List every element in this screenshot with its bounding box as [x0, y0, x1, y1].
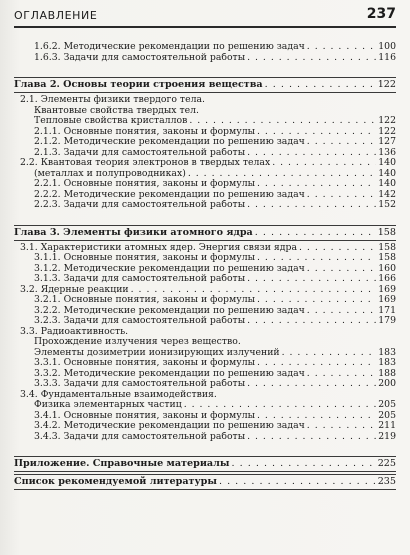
leader-dots: [307, 306, 376, 317]
toc-entry-page: 100: [378, 41, 396, 52]
toc-entry-page: 179: [378, 315, 396, 326]
toc-entry-label: 2.2.2. Методические рекомендации по решению задач: [34, 189, 305, 200]
toc-entry: [14, 358, 396, 369]
toc-entry: [14, 179, 396, 190]
leader-dots: [255, 227, 376, 239]
toc-entry-page: 160: [378, 262, 396, 274]
leader-dots: [265, 79, 376, 91]
leader-dots: [257, 411, 376, 422]
toc-entry-label: 3.2.2. Методические рекомендации по решению задач: [34, 305, 305, 316]
toc-entry-page: 183: [378, 357, 396, 368]
chapter-page: 122: [377, 79, 396, 90]
toc-section-cont: [14, 400, 396, 411]
toc-section-label: 2.2. Квантовая теория электронов в твердых телах: [20, 158, 271, 168]
toc-entry-page: 142: [378, 188, 396, 200]
toc-entry: [14, 42, 396, 53]
leader-dots: [257, 358, 376, 369]
toc-entry-label: 3.3.1. Основные понятия, законы и формулы: [34, 358, 256, 368]
leader-dots: [307, 421, 376, 432]
toc-entry: [14, 306, 396, 317]
toc-entry-label: 3.1.3. Задачи для самостоятельной работы: [34, 274, 246, 284]
toc-entry: [14, 200, 396, 211]
toc-section: [14, 243, 396, 254]
leader-dots: [247, 274, 376, 285]
leader-dots: [232, 458, 376, 470]
toc-chapter: [14, 77, 396, 93]
toc-section: [14, 285, 396, 296]
toc-entry-label: 2.1.2. Методические рекомендации по решению задач: [34, 137, 305, 147]
toc-entry: [14, 190, 396, 201]
toc-entry: [14, 316, 396, 327]
toc-entry-label: 2.2.1. Основные понятия, законы и формулы: [34, 179, 256, 189]
leader-dots: [247, 432, 376, 443]
chapter-page: 158: [377, 226, 396, 238]
toc-entry: [14, 148, 396, 159]
toc-entry-page: 188: [378, 367, 396, 379]
toc-entry-label: 3.1.1. Основные понятия, законы и формулы: [34, 253, 256, 263]
toc-entry-label: 3.2.1. Основные понятия, законы и формулы: [34, 295, 256, 305]
toc-entry-label: 3.3.2. Методические рекомендации по решению задач: [34, 368, 305, 379]
toc-entry-label: 2.2.3. Задачи для самостоятельной работы: [34, 200, 246, 210]
toc-entry-page: 169: [378, 294, 396, 305]
toc-entry-label: 1.6.2. Методические рекомендации по решению задач: [34, 42, 305, 52]
toc-section-cont: [14, 337, 396, 348]
bibliography-label: Список рекомендуемой литературы: [14, 476, 217, 487]
leader-dots: [272, 158, 376, 169]
toc-entry-label: 2.1.3. Задачи для самостоятельной работы: [34, 147, 246, 158]
toc-entry-label: 3.4.1. Основные понятия, законы и формулы: [34, 410, 256, 421]
toc-entry: [14, 253, 396, 264]
toc-entry-label: 3.4.2. Методические рекомендации по решению задач: [34, 421, 305, 431]
toc-entry-label: 3.3.3. Задачи для самостоятельной работы: [34, 379, 246, 389]
leader-dots: [307, 264, 376, 275]
toc-entry-label: 3.2.3. Задачи для самостоятельной работы: [34, 316, 246, 326]
toc-entry: [14, 421, 396, 432]
leader-dots: [307, 137, 376, 148]
toc-entry-page: 127: [378, 136, 396, 147]
toc-entry: [14, 137, 396, 148]
leader-dots: [257, 253, 376, 264]
toc-entry-page: 205: [378, 399, 396, 410]
toc-entry-page: 152: [378, 199, 396, 210]
toc-section: [14, 327, 396, 338]
toc-section: [14, 95, 396, 106]
toc-entry: [14, 127, 396, 138]
toc-section-label: 2.1. Элементы физики твердого тела.: [20, 95, 205, 105]
toc-entry: [14, 369, 396, 380]
toc-entry-label: 2.1.1. Основные понятия, законы и формулы: [34, 126, 256, 137]
leader-dots: [282, 348, 377, 359]
toc-entry-page: 183: [378, 346, 396, 358]
toc-entry-page: 122: [378, 115, 396, 126]
toc-section-label: Тепловые свойства кристаллов: [34, 116, 188, 126]
toc-entry: [14, 274, 396, 285]
toc-chapter: [14, 225, 396, 241]
section-title: ОГЛАВЛЕНИЕ: [14, 9, 98, 22]
toc-section: [14, 390, 396, 401]
toc-section-cont: [14, 348, 396, 359]
toc-entry-page: 200: [378, 378, 396, 389]
toc-entry: [14, 264, 396, 275]
toc-entry-page: 205: [378, 409, 396, 421]
leader-dots: [189, 116, 376, 127]
leader-dots: [307, 190, 376, 201]
leader-dots: [247, 379, 376, 390]
table-of-contents: [14, 42, 396, 492]
appendix-page: 225: [377, 458, 396, 469]
leader-dots: [247, 200, 376, 211]
toc-entry: [14, 379, 396, 390]
toc-entry: [14, 411, 396, 422]
toc-section-label: (металлах и полупроводниках): [34, 168, 186, 179]
leader-dots: [257, 179, 376, 190]
chapter-label: Глава 2. Основы теории строения вещества: [14, 79, 263, 90]
toc-section-label: Прохождение излучения через вещество.: [34, 337, 241, 347]
leader-dots: [307, 42, 376, 53]
toc-bibliography: [14, 474, 396, 490]
chapter-label: Глава 3. Элементы физики атомного ядра: [14, 226, 253, 238]
leader-dots: [299, 243, 376, 254]
leader-dots: [219, 476, 376, 488]
appendix-label: Приложение. Справочные материалы: [14, 458, 230, 469]
toc-section-label: 3.3. Радиоактивность.: [20, 326, 129, 337]
toc-entry-page: 116: [378, 51, 396, 63]
toc-entry-page: 219: [378, 430, 396, 442]
leader-dots: [247, 148, 376, 159]
toc-entry-page: 136: [378, 146, 396, 158]
leader-dots: [188, 169, 376, 180]
bibliography-page: 235: [377, 476, 396, 487]
toc-entry-page: 166: [378, 273, 396, 284]
toc-entry-label: 3.4.3. Задачи для самостоятельной работы: [34, 431, 246, 442]
toc-section-cont: [14, 106, 396, 117]
page-header: [14, 6, 396, 28]
toc-entry-page: 169: [378, 283, 396, 295]
toc-entry-page: 140: [378, 157, 396, 168]
toc-section-cont: [14, 169, 396, 180]
toc-entry-label: 3.1.2. Методические рекомендации по решению задач: [34, 263, 305, 274]
toc-entry-page: 211: [378, 420, 396, 431]
toc-section-label: 3.2. Ядерные реакции: [20, 284, 129, 295]
toc-section-label: 3.4. Фундаментальные взаимодействия.: [20, 389, 217, 400]
toc-entry-label: 1.6.3. Задачи для самостоятельной работы: [34, 52, 246, 63]
toc-appendix: [14, 456, 396, 472]
toc-section-label: Квантовые свойства твердых тел.: [34, 105, 199, 116]
toc-entry-page: 122: [378, 125, 396, 137]
toc-section-label: 3.1. Характеристики атомных ядер. Энергия связи ядра: [20, 242, 297, 253]
toc-entry-page: 171: [378, 304, 396, 316]
leader-dots: [247, 53, 376, 64]
toc-entry-page: 140: [378, 167, 396, 179]
page-number: 237: [366, 6, 396, 22]
toc-entry: [14, 53, 396, 64]
toc-section: [14, 158, 396, 169]
toc-section-label: Элементы дозиметрии ионизирующих излучений: [34, 347, 280, 358]
leader-dots: [247, 316, 376, 327]
toc-entry: [14, 295, 396, 306]
leader-dots: [184, 400, 377, 411]
leader-dots: [257, 127, 376, 138]
toc-entry-page: 140: [378, 178, 396, 189]
toc-section-cont: [14, 116, 396, 127]
toc-entry-page: 158: [378, 241, 396, 253]
toc-section-label: Физика элементарных частиц: [34, 400, 182, 410]
leader-dots: [257, 295, 376, 306]
leader-dots: [131, 285, 377, 296]
leader-dots: [307, 369, 376, 380]
toc-entry-page: 158: [378, 252, 396, 263]
toc-entry: [14, 432, 396, 443]
